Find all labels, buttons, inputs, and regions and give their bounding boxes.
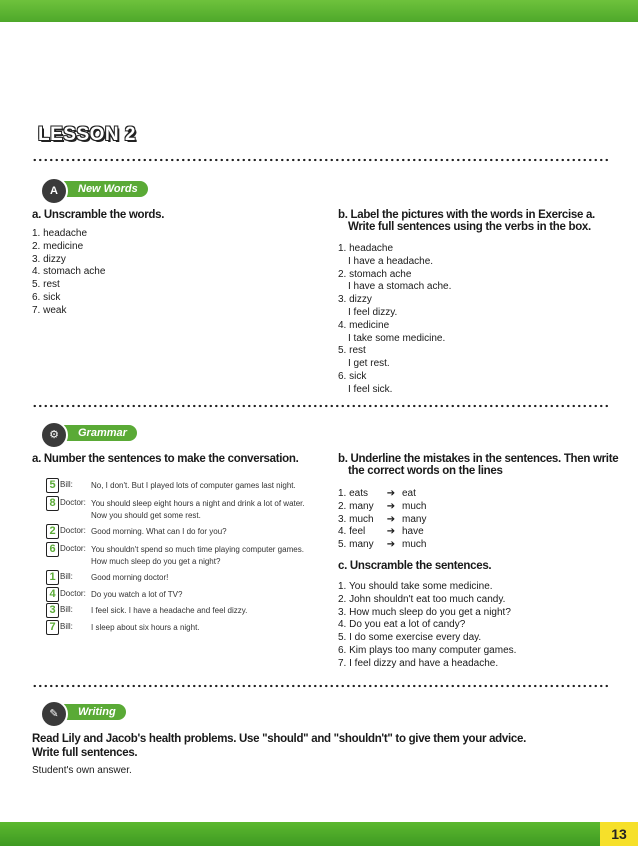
- order-number: 8: [46, 496, 59, 511]
- top-banner: [0, 0, 638, 22]
- list-item: 3. How much sleep do you get a night?: [338, 606, 511, 618]
- dotted-divider: [32, 158, 608, 162]
- speech: [91, 572, 331, 584]
- correct-word: eat: [402, 488, 416, 499]
- answer-sentence: I feel dizzy.: [348, 306, 398, 318]
- speech-line: I feel sick. I have a headache and feel dizzy.: [91, 606, 248, 615]
- speech-line: No, I don't. But I played lots of computer games last night.: [91, 481, 296, 490]
- list-item: 5. rest: [338, 345, 366, 357]
- list-item: [338, 501, 426, 514]
- new-words-b-heading: [338, 209, 595, 233]
- order-number: 7: [46, 620, 59, 635]
- speech: [91, 544, 331, 567]
- arrow-right-icon: ➔: [386, 539, 396, 551]
- heading-line: Write full sentences using the verbs in the box.: [348, 221, 591, 233]
- dotted-divider: [32, 404, 608, 408]
- list-item: 3. dizzy: [338, 294, 372, 306]
- speech-line: Good morning doctor!: [91, 573, 169, 582]
- list-item: 6. Kim plays too many computer games.: [338, 644, 517, 656]
- list-item: 1. headache: [338, 243, 394, 254]
- heading-line: b. Underline the mistakes in the sentences. Then write: [338, 453, 619, 465]
- heading-line: Write full sentences.: [32, 747, 138, 759]
- speaker: Bill:: [60, 622, 73, 631]
- new-words-label: [42, 181, 148, 197]
- speech: [91, 498, 331, 521]
- correct-word: much: [402, 539, 427, 551]
- speaker: Bill:: [60, 605, 73, 614]
- dotted-divider: [32, 684, 608, 688]
- list-item: 6. sick: [32, 291, 61, 303]
- writing-label: [42, 704, 126, 720]
- list-item: 5. I do some exercise every day.: [338, 632, 482, 644]
- answer-sentence: I get rest.: [348, 358, 390, 370]
- order-number: 2: [46, 524, 59, 539]
- list-item: 1. headache: [32, 228, 88, 239]
- order-number: 5: [46, 478, 59, 493]
- speaker: Bill:: [60, 572, 73, 581]
- correct-word: have: [402, 526, 424, 538]
- speech: [91, 622, 331, 634]
- order-number: 6: [46, 542, 59, 557]
- wrong-word: 5. many: [338, 539, 374, 551]
- new-words-b-list: [338, 243, 451, 397]
- speech: [91, 480, 331, 492]
- list-item: [338, 514, 426, 527]
- speech-line: Do you watch a lot of TV?: [91, 590, 183, 599]
- list-item: 4. stomach ache: [32, 266, 106, 278]
- wrong-word: 3. much: [338, 513, 374, 525]
- writing-label-text: Writing: [78, 706, 116, 718]
- speech-line: Now you should get some rest.: [91, 510, 201, 520]
- speech-line: I sleep about six hours a night.: [91, 623, 200, 632]
- gear-icon: ⚙: [40, 421, 68, 449]
- answer-sentence: I have a stomach ache.: [348, 281, 452, 293]
- speech: [91, 605, 331, 617]
- order-number: 3: [46, 603, 59, 618]
- bottom-banner: [0, 822, 638, 846]
- list-item: [338, 488, 426, 501]
- list-item: 5. rest: [32, 279, 60, 291]
- grammar-label-text: Grammar: [78, 427, 127, 439]
- arrow-right-icon: ➔: [386, 500, 396, 512]
- new-words-a-heading: a. Unscramble the words.: [32, 209, 165, 221]
- writing-answer: Student's own answer.: [32, 765, 132, 776]
- heading-line: b. Label the pictures with the words in Exercise a.: [338, 209, 595, 221]
- speech: [91, 589, 331, 601]
- wrong-word: 1. eats: [338, 488, 369, 499]
- list-item: 7. weak: [32, 304, 67, 316]
- answer-sentence: I have a headache.: [348, 255, 434, 267]
- grammar-b-heading: [338, 453, 618, 477]
- speech-line: You should sleep eight hours a night and drink a lot of water.: [91, 499, 305, 508]
- list-item: 2. medicine: [32, 240, 84, 252]
- writing-heading: [32, 732, 526, 760]
- new-words-label-text: New Words: [78, 183, 138, 195]
- speaker: Bill:: [60, 480, 73, 489]
- speech-line: How much sleep do you get a night?: [91, 556, 221, 566]
- wrong-word: 2. many: [338, 500, 374, 512]
- wrong-word: 4. feel: [338, 526, 366, 538]
- list-item: [338, 539, 426, 552]
- arrow-right-icon: ➔: [386, 526, 396, 538]
- list-item: 2. John shouldn't eat too much candy.: [338, 593, 506, 605]
- heading-line: the correct words on the lines: [348, 465, 503, 477]
- list-item: 6. sick: [338, 370, 367, 382]
- grammar-label: [42, 425, 137, 441]
- heading-line: Read Lily and Jacob's health problems. Use "should" and "shouldn't" to give them your advice.: [32, 733, 526, 745]
- page-number: 13: [600, 822, 638, 846]
- grammar-c-heading: c. Unscramble the sentences.: [338, 560, 492, 572]
- answer-sentence: I feel sick.: [348, 383, 393, 395]
- grammar-b-list: [338, 488, 426, 552]
- list-item: 7. I feel dizzy and have a headache.: [338, 657, 499, 669]
- list-item: 2. stomach ache: [338, 268, 412, 280]
- lesson-title: LESSON 2: [38, 124, 136, 145]
- list-item: 1. You should take some medicine.: [338, 581, 493, 592]
- grammar-c-list: [338, 581, 516, 671]
- arrow-right-icon: ➔: [386, 488, 396, 499]
- speaker: Doctor:: [60, 544, 86, 553]
- grammar-a-heading: a. Number the sentences to make the conversation.: [32, 453, 299, 465]
- list-item: [338, 526, 426, 539]
- speaker: Doctor:: [60, 526, 86, 535]
- speech: [91, 526, 331, 538]
- new-words-a-list: [32, 228, 105, 318]
- correct-word: many: [402, 513, 427, 525]
- order-number: 4: [46, 587, 59, 602]
- vocabulary-icon: A: [40, 177, 68, 205]
- speaker: Doctor:: [60, 589, 86, 598]
- correct-word: much: [402, 500, 427, 512]
- speaker: Doctor:: [60, 498, 86, 507]
- pencil-icon: ✎: [40, 700, 68, 728]
- list-item: 3. dizzy: [32, 253, 66, 265]
- speech-line: Good morning. What can I do for you?: [91, 527, 227, 536]
- list-item: 4. medicine: [338, 319, 390, 331]
- answer-sentence: I take some medicine.: [348, 332, 446, 344]
- speech-line: You shouldn't spend so much time playing computer games.: [91, 545, 304, 554]
- arrow-right-icon: ➔: [386, 513, 396, 525]
- order-number: 1: [46, 570, 59, 585]
- list-item: 4. Do you eat a lot of candy?: [338, 619, 466, 631]
